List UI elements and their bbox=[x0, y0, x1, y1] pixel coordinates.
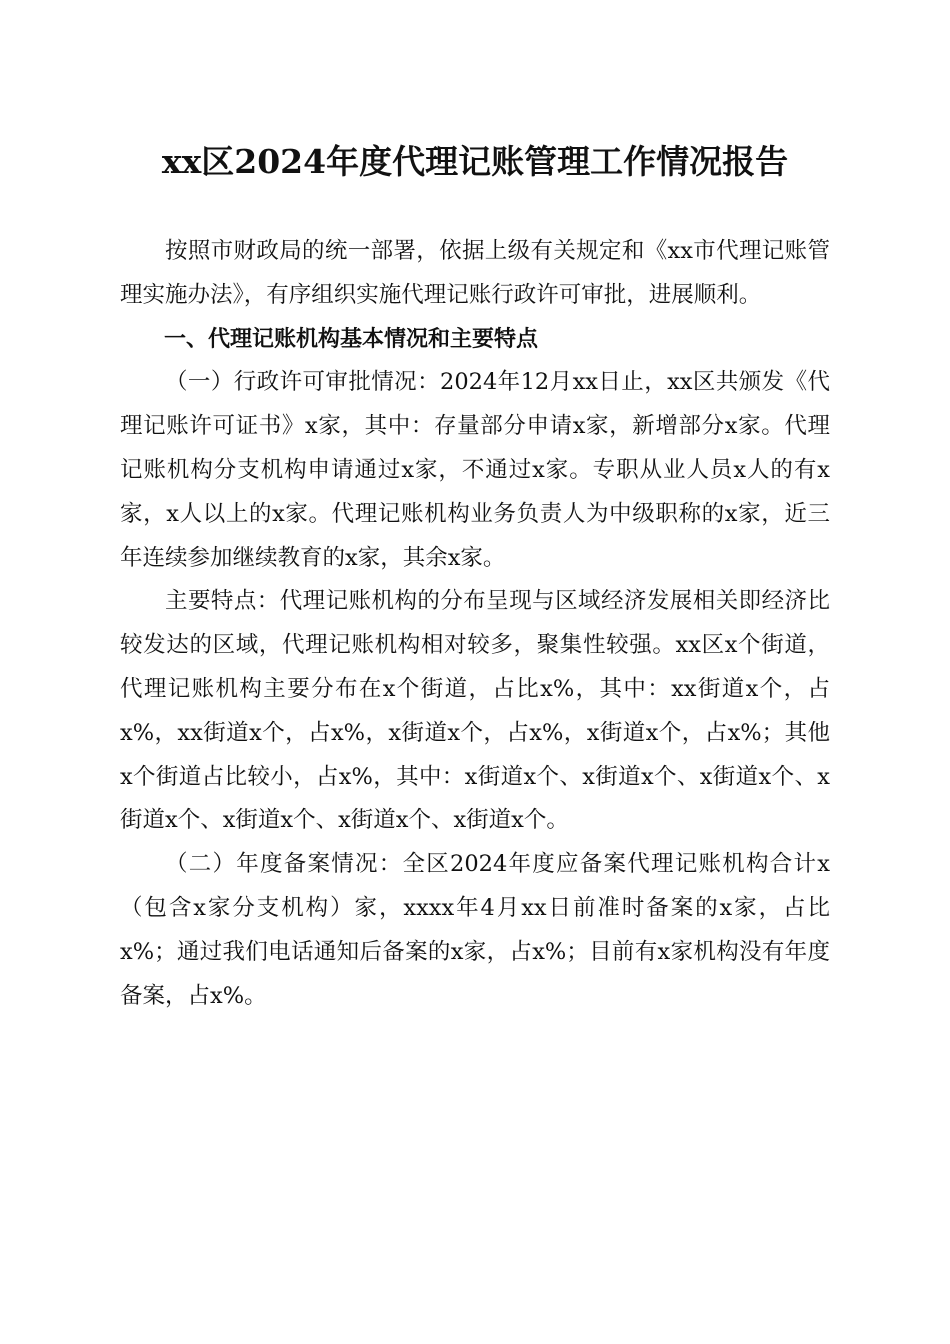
paragraph-approval-status: （一）行政许可审批情况：2024年12月xx日止，xx区共颁发《代理记账许可证书》x家，其中：存量部分申请x家，新增部分x家。代理记账机构分支机构申请通过x家，不通过x家。专职从业人员x人的有x家，x人以上的x家。代理记账机构业务负责人为中级职称的x家，近三年连续参加继续教育的x家，其余x家。 bbox=[120, 369, 830, 571]
document-title: xx区2024年度代理记账管理工作情况报告 bbox=[161, 142, 789, 181]
paragraph-main-features: 主要特点：代理记账机构的分布呈现与区域经济发展相关即经济比较发达的区域，代理记账机构相对较多，聚集性较强。xx区x个街道，代理记账机构主要分布在x个街道，占比x%，其中：xx街道x个，占x%，xx街道x个，占x%，x街道x个，占x%，x街道x个，占x%；其他x个街道占比较小，占x%，其中：x街道x个、x街道x个、x街道x个、x街道x个、x街道x个、x街道x个、x街道x个。 bbox=[120, 588, 830, 834]
intro-paragraph: 按照市财政局的统一部署，依据上级有关规定和《xx市代理记账管理实施办法》，有序组织实施代理记账行政许可审批，进展顺利。 bbox=[120, 238, 830, 308]
paragraph-annual-filing: （二）年度备案情况：全区2024年度应备案代理记账机构合计x（包含x家分支机构）家，xxxx年4月xx日前准时备案的x家，占比x%；通过我们电话通知后备案的x家，占x%；目前有x家机构没有年度备案，占x%。 bbox=[120, 851, 830, 1009]
section-heading-1: 一、代理记账机构基本情况和主要特点 bbox=[164, 326, 539, 352]
document-body bbox=[120, 230, 830, 1018]
